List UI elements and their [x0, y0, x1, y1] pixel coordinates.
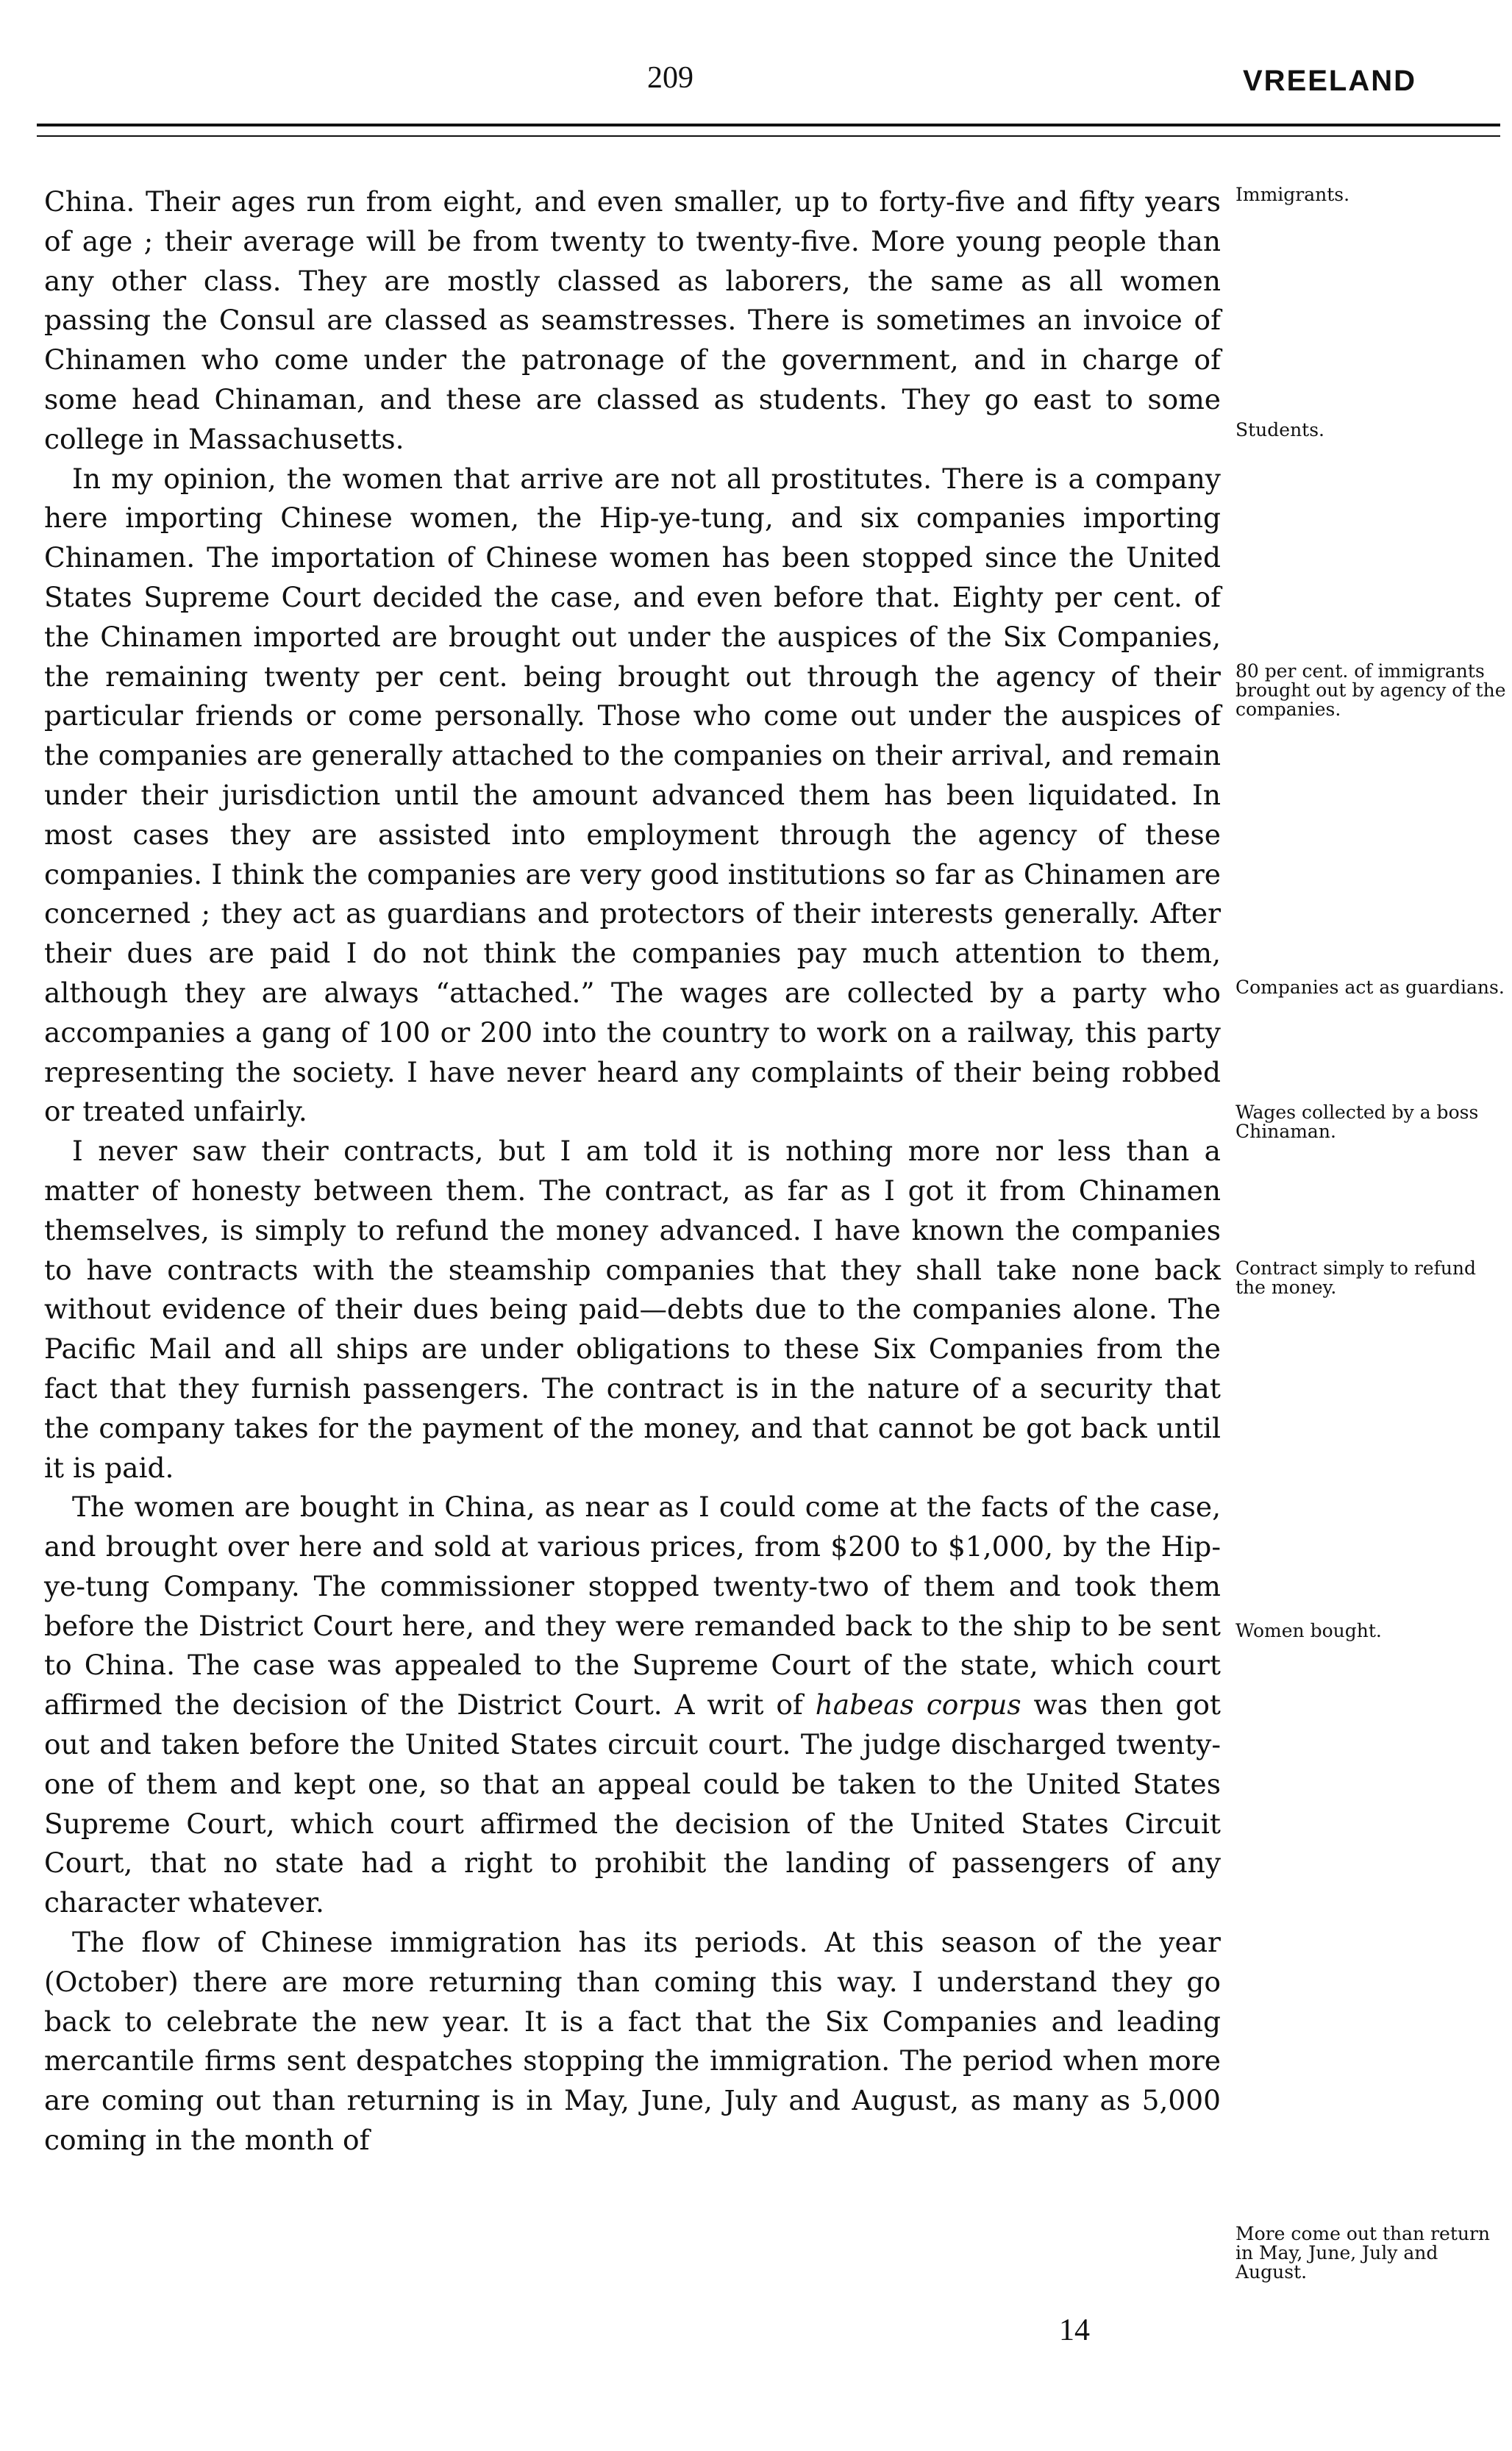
- paragraph-5: The flow of Chinese immigration has its periods. At this season of the year (October) there are more returning than coming this way. I understand they go back to celebrate the new year. It is a fact that the Six Companies and leading mercantile firms sent despatches stopping the immigration. The period when more are coming out than returning is in May, June, July and August, as many as 5,000 coming in the month of: [44, 1926, 1221, 2157]
- paragraph-2: In my opinion, the women that arrive are not all prostitutes. There is a company here importing Chinese women, the Hip-ye-tung, and six companies importing Chinamen. The importation of Chinese women has been stopped since the United States Supreme Court decided the case, and even before that. Eighty per cent. of the Chinamen imported are brought out under the auspices of the Six Companies, the remaining twenty per cent. being brought out through the agency of their particular friends or come personally. Those who come out under the auspices of the companies are generally attached to the companies on their arrival, and remain under their jurisdiction until the amount advanced them has been liquidated. In most cases they are assisted into employment through the agency of these companies. I think the companies are very good institutions so far as Chinamen are concerned ; they act as guardians and protectors of their interests generally. After their dues are paid I do not think the companies pay much attention to them, although they are always “attached.” The wages are collected by a party who accompanies a gang of 100 or 200 into the country to work on a railway, this party representing the society. I have never heard any complaints of their being robbed or treated unfairly.: [44, 462, 1221, 1128]
- running-title: VREELAND: [1243, 65, 1417, 97]
- margin-note-wages: Wages collected by a boss Chinaman.: [1235, 1102, 1479, 1142]
- paragraph-4: [44, 1488, 1221, 1923]
- margin-note-eighty-percent: 80 per cent. of immigrants brought out by agency of the companies.: [1235, 660, 1506, 720]
- body-text-column: [44, 182, 1221, 2161]
- paragraph-4-part-1: The women are bought in China, as near as I could come at the facts of the case, and brought over here and sold at various prices, from $200 to $1,000, by the Hip-ye-tung Company. The commissioner stopped twenty-two of them and took them before the District Court here, and they were remanded back to the ship to be sent to China. The case was appealed to the Supreme Court of the state, which court affirmed the decision of the District Court. A writ of: [44, 1491, 1221, 1722]
- paragraph-1: China. Their ages run from eight, and even smaller, up to forty-five and fifty years of age ; their average will be from twenty to twenty-five. More young people than any other class. They are mostly classed as laborers, the same as all women passing the Consul are classed as seamstresses. There is sometimes an invoice of Chinamen who come under the patronage of the government, and in charge of some head Chinaman, and these are classed as students. They go east to some college in Massachusetts.: [44, 185, 1221, 455]
- header-rule: [37, 124, 1500, 126]
- paragraph-3: I never saw their contracts, but I am told it is nothing more nor less than a matter of honesty between them. The contract, as far as I got it from Chinamen themselves, is simply to refund the money advanced. I have known the companies to have contracts with the steamship companies that they shall take none back without evidence of their dues being paid—debts due to the companies alone. The Pacific Mail and all ships are under obligations to these Six Companies from the fact that they furnish passengers. The contract is in the nature of a security that the company takes for the payment of the money, and that cannot be got back until it is paid.: [44, 1135, 1221, 1484]
- header-rule-thin: [37, 135, 1500, 137]
- paragraph-4-part-2: was then got out and taken before the United States circuit court. The judge discharged twenty-one of them and kept one, so that an appeal could be taken to the United States Supreme Court, which court affirmed the decision of the United States Circuit Court, that no state had a right to prohibit the landing of passengers of any character whatever.: [44, 1688, 1221, 1919]
- margin-note-women-bought: Women bought.: [1235, 1620, 1382, 1641]
- margin-note-students: Students.: [1235, 419, 1324, 440]
- habeas-corpus-phrase: habeas corpus: [815, 1688, 1021, 1722]
- margin-note-immigrants: Immigrants.: [1235, 184, 1350, 205]
- signature-mark: 14: [1059, 2313, 1090, 2347]
- margin-note-more-come-out: More come out than return in May, June, July and August.: [1235, 2223, 1491, 2283]
- margin-note-contract: Contract simply to refund the money.: [1235, 1257, 1477, 1298]
- page-number: 209: [647, 61, 693, 95]
- margin-note-guardians: Companies act as guardians.: [1235, 977, 1505, 998]
